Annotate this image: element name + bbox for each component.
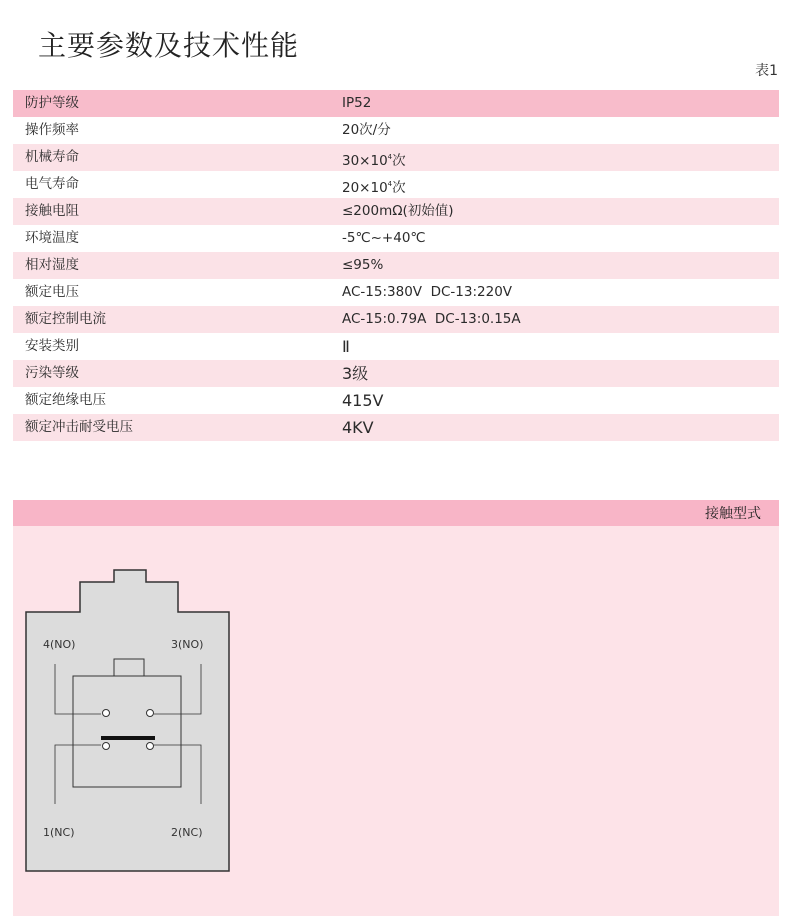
table-row [13,306,779,333]
spec-name: 额定冲击耐受电压 [25,419,133,435]
spec-value: 3级 [342,364,369,383]
table-row [13,252,779,279]
spec-name: 污染等级 [25,365,79,381]
spec-value: Ⅱ [342,337,350,356]
spec-value: AC-15:0.79A DC-13:0.15A [342,311,521,327]
contact-type-header [13,500,779,526]
table-row [13,90,779,117]
spec-name: 防护等级 [25,95,79,111]
spec-table [13,90,779,441]
terminal-label-4-no: 4(NO) [43,638,76,651]
page-title: 主要参数及技术性能 [38,29,300,62]
spec-name: 额定电压 [25,284,79,300]
contact-type-heading: 接触型式 [705,506,761,522]
spec-name: 操作频率 [25,122,79,138]
contact-point [103,710,110,717]
movable-contact-bridge [101,736,155,740]
spec-name: 环境温度 [25,230,79,246]
terminal-label-3-no: 3(NO) [171,638,204,651]
spec-value: ≤95% [342,257,384,273]
actuator [114,659,144,676]
spec-value: 415V [342,391,384,410]
spec-name: 额定控制电流 [25,311,106,327]
contact-point [147,743,154,750]
spec-name: 机械寿命 [25,149,79,165]
spec-value: $20\times 10^4$次 [342,180,406,196]
spec-value: ≤200mΩ(初始值) [342,203,454,219]
spec-value: IP52 [342,95,372,111]
spec-name: 额定绝缘电压 [25,392,106,408]
table-row [13,171,779,198]
terminal-label-1-nc: 1(NC) [43,826,75,839]
table-row [13,279,779,306]
contact-point [147,710,154,717]
spec-value: -5℃~+40℃ [342,230,426,246]
table-row [13,387,779,414]
spec-name: 电气寿命 [25,176,79,192]
spec-value: AC-15:380V DC-13:220V [342,284,513,300]
table-label: 表1 [755,63,778,79]
terminal-label-2-nc: 2(NC) [171,826,203,839]
table-row [13,198,779,225]
table-row [13,333,779,360]
table-row [13,144,779,171]
contact-point [103,743,110,750]
spec-value: 20次/分 [342,122,391,138]
spec-name: 接触电阻 [25,203,79,219]
spec-value: 4KV [342,418,374,437]
contact-diagram [13,526,253,886]
table-row [13,360,779,387]
table-row [13,414,779,441]
spec-name: 安装类别 [25,338,79,354]
table-row [13,117,779,144]
table-row [13,225,779,252]
spec-name: 相对湿度 [25,257,79,273]
spec-value: $30\times 10^4$次 [342,153,406,169]
